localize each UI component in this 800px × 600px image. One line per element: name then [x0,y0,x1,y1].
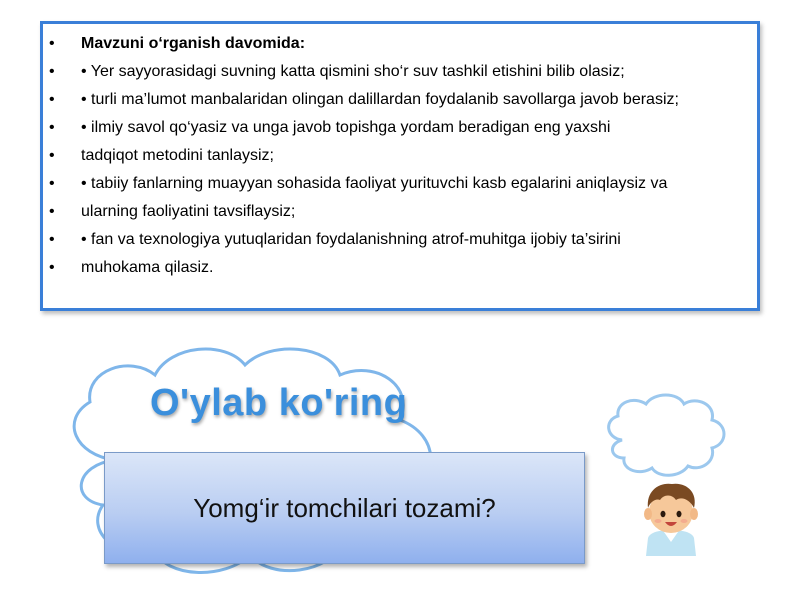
list-item [43,88,747,112]
small-thought-cloud-icon [600,392,730,482]
question-box [104,452,585,564]
list-item [43,116,747,140]
bullet-marker: • [49,119,55,136]
objectives-heading: Mavzuni o‘rganish davomida: [81,35,306,52]
bullet-marker: • [49,175,55,192]
bullet-marker: • [49,203,55,220]
list-item [43,228,747,252]
list-item [43,256,747,280]
list-item [43,172,747,196]
list-item-text: • tabiiy fanlarning muayyan sohasida faoliyat yurituvchi kasb egalarini aniqlaysiz va [81,175,668,192]
objectives-box [40,21,760,311]
list-item-text: • Yer sayyorasidagi suvning katta qismini sho‘r suv tashkil etishini bilib olasiz; [81,63,625,80]
list-item-text: • ilmiy savol qo‘yasiz va unga javob topishga yordam beradigan eng yaxshi [81,119,611,136]
objectives-list [43,24,757,280]
bullet-marker: • [49,35,55,52]
cloud-title: O'ylab ko'ring [150,382,408,424]
bullet-marker: • [49,63,55,80]
list-item-text: • turli ma’lumot manbalaridan olingan dalillardan foydalanib savollarga javob berasiz; [81,91,679,108]
bullet-marker: • [49,231,55,248]
list-item-text: • fan va texnologiya yutuqlaridan foydalanishning atrof-muhitga ijobiy ta’sirini [81,231,621,248]
bullet-marker: • [49,91,55,108]
list-item-text: tadqiqot metodini tanlaysiz; [81,147,274,164]
list-item [43,144,747,168]
list-item [43,200,747,224]
boy-character-icon [636,476,706,556]
bullet-marker: • [49,147,55,164]
list-item-text: ularning faoliyatini tavsiflaysiz; [81,203,296,220]
list-item-text: muhokama qilasiz. [81,259,214,276]
question-text: Yomg‘ir tomchilari tozami? [193,492,496,523]
bullet-marker: • [49,259,55,276]
list-item [43,32,747,56]
list-item [43,60,747,84]
